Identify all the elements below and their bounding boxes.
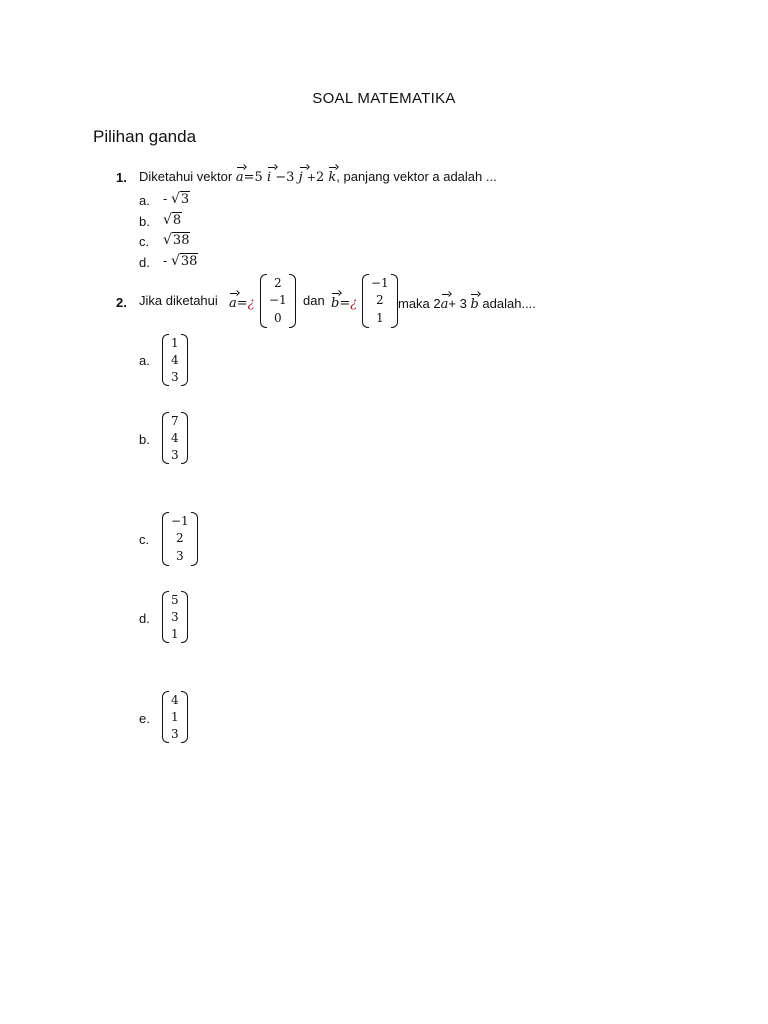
matrix-entry: 3 bbox=[176, 548, 184, 563]
option-sign: - bbox=[163, 253, 171, 268]
matrix-entries bbox=[169, 412, 181, 464]
matrix-entry: 4 bbox=[171, 431, 179, 445]
right-paren-icon bbox=[181, 334, 188, 386]
question-1-number: 1. bbox=[116, 170, 127, 185]
option-1c-letter: c. bbox=[139, 234, 150, 249]
option-2d-matrix bbox=[162, 591, 188, 643]
unknown-glyph: ¿ bbox=[350, 296, 358, 311]
matrix-entries bbox=[169, 691, 181, 743]
sqrt-icon: √38 bbox=[163, 232, 190, 248]
question-2-vec-b bbox=[331, 292, 357, 311]
matrix-entry: −1 bbox=[371, 276, 389, 291]
question-2-vec-a bbox=[229, 292, 255, 311]
question-2-suffix bbox=[398, 293, 536, 312]
sqrt-icon: √8 bbox=[163, 212, 182, 228]
left-paren-icon bbox=[162, 334, 169, 386]
unit-vector-k: k bbox=[328, 166, 336, 185]
option-2b-matrix bbox=[162, 412, 188, 464]
matrix-entry: 4 bbox=[171, 693, 179, 707]
right-paren-icon bbox=[181, 591, 188, 643]
option-2a-matrix bbox=[162, 334, 188, 386]
question-1-suffix: , panjang vektor a adalah ... bbox=[336, 169, 497, 184]
coef-k: 2 bbox=[315, 170, 325, 185]
option-2e-letter: e. bbox=[139, 711, 150, 726]
question-1-prefix: Diketahui vektor bbox=[139, 169, 233, 184]
vector-expression bbox=[236, 170, 336, 185]
vector-a: a bbox=[441, 293, 449, 312]
radicand: 38 bbox=[172, 233, 190, 248]
right-paren-icon bbox=[289, 274, 296, 328]
matrix-entry: 3 bbox=[171, 370, 179, 384]
matrix-entry: 2 bbox=[176, 531, 184, 546]
option-2d-letter: d. bbox=[139, 611, 150, 626]
equals-sign: = bbox=[243, 170, 255, 185]
option-1d-letter: d. bbox=[139, 255, 150, 270]
matrix-entry: 2 bbox=[376, 293, 384, 308]
matrix-entry: 3 bbox=[171, 727, 179, 741]
left-paren-icon bbox=[162, 691, 169, 743]
sqrt-icon: √38 bbox=[170, 253, 198, 269]
equals-sign: = bbox=[236, 296, 248, 311]
maka-text: maka 2 bbox=[398, 296, 441, 311]
matrix-entry: 3 bbox=[171, 448, 179, 462]
adalah-text: adalah.... bbox=[482, 296, 536, 311]
matrix-b-entries bbox=[369, 274, 391, 328]
option-2a-letter: a. bbox=[139, 353, 150, 368]
matrix-entry: 2 bbox=[274, 276, 282, 291]
section-heading: Pilihan ganda bbox=[93, 127, 197, 146]
page-title: SOAL MATEMATIKA bbox=[312, 90, 456, 107]
equals-sign: = bbox=[339, 296, 351, 311]
option-sign: - bbox=[163, 191, 171, 206]
question-2-dan: dan bbox=[303, 293, 325, 308]
matrix-entry: 1 bbox=[171, 710, 179, 724]
sqrt-icon: √3 bbox=[170, 191, 190, 207]
matrix-entry: 1 bbox=[171, 627, 179, 641]
left-paren-icon bbox=[260, 274, 267, 328]
option-1a-letter: a. bbox=[139, 193, 150, 208]
vector-b: b bbox=[470, 293, 478, 312]
right-paren-icon bbox=[191, 512, 198, 566]
plus-sign: + bbox=[306, 171, 316, 184]
option-2b-letter: b. bbox=[139, 432, 150, 447]
unknown-glyph: ¿ bbox=[247, 296, 255, 311]
right-paren-icon bbox=[181, 412, 188, 464]
option-1a bbox=[163, 191, 190, 207]
matrix-entry: 1 bbox=[376, 310, 384, 325]
matrix-entries bbox=[169, 334, 181, 386]
question-2-prefix: Jika diketahui bbox=[139, 293, 218, 308]
vector-b: b bbox=[331, 292, 339, 311]
coef-j: −3 bbox=[275, 170, 295, 185]
matrix-entry: 7 bbox=[171, 414, 179, 428]
option-2c-matrix bbox=[162, 512, 198, 566]
option-1c bbox=[163, 232, 190, 248]
right-paren-icon bbox=[181, 691, 188, 743]
option-1b bbox=[163, 212, 182, 228]
option-1b-letter: b. bbox=[139, 214, 150, 229]
left-paren-icon bbox=[162, 512, 169, 566]
radicand: 3 bbox=[180, 192, 190, 207]
plus-3-text: + 3 bbox=[448, 296, 467, 311]
option-2e-matrix bbox=[162, 691, 188, 743]
matrix-b bbox=[362, 274, 398, 328]
matrix-entry: 4 bbox=[171, 353, 179, 367]
option-1d bbox=[163, 253, 198, 269]
radicand: 38 bbox=[180, 254, 198, 269]
matrix-entry: −1 bbox=[171, 514, 189, 529]
right-paren-icon bbox=[391, 274, 398, 328]
left-paren-icon bbox=[362, 274, 369, 328]
matrix-a-entries bbox=[267, 274, 289, 328]
matrix-entry: 5 bbox=[171, 593, 179, 607]
vector-a: a bbox=[236, 166, 244, 185]
unit-vector-i: i bbox=[267, 166, 271, 185]
matrix-entry: 0 bbox=[274, 310, 282, 325]
matrix-entry: 3 bbox=[171, 610, 179, 624]
coef-i: 5 bbox=[254, 170, 263, 185]
question-2-number: 2. bbox=[116, 295, 127, 310]
left-paren-icon bbox=[162, 591, 169, 643]
radicand: 8 bbox=[172, 213, 182, 228]
question-1-text bbox=[139, 166, 497, 185]
vector-a: a bbox=[229, 292, 237, 311]
matrix-entry: −1 bbox=[269, 293, 287, 308]
matrix-entries bbox=[169, 591, 181, 643]
matrix-entries bbox=[169, 512, 191, 566]
matrix-entry: 1 bbox=[171, 336, 179, 350]
left-paren-icon bbox=[162, 412, 169, 464]
matrix-a bbox=[260, 274, 296, 328]
option-2c-letter: c. bbox=[139, 532, 150, 547]
unit-vector-j: j bbox=[299, 166, 303, 185]
